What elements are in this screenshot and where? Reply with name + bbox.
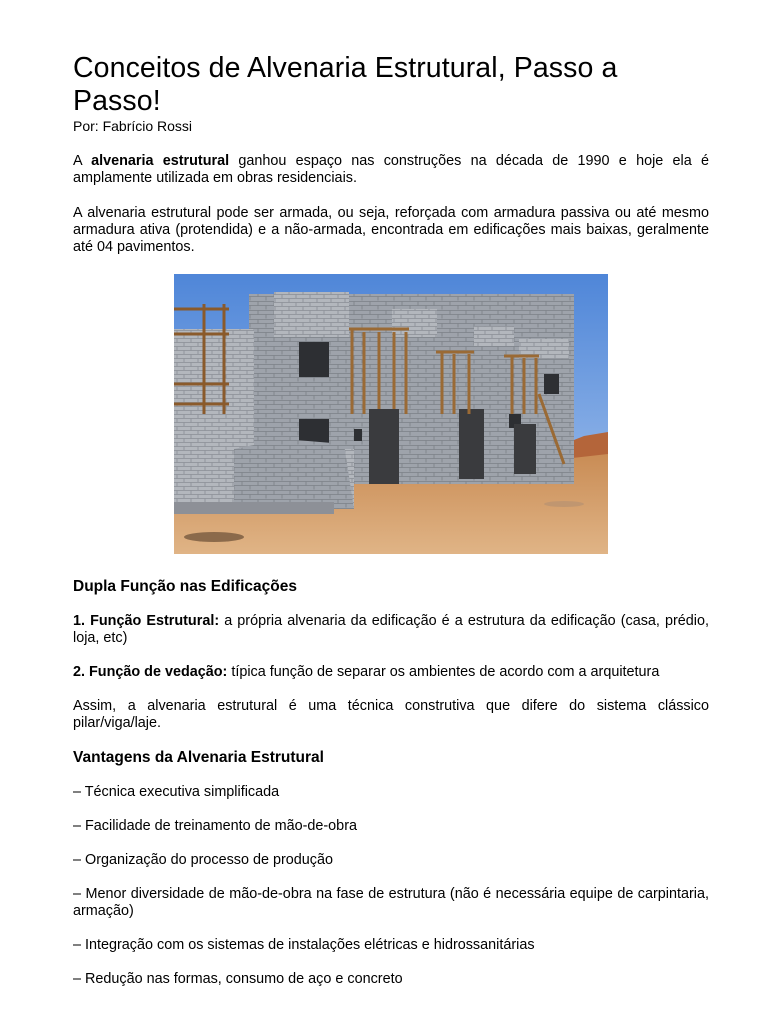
section-heading-vantagens: Vantagens da Alvenaria Estrutural: [73, 749, 324, 766]
funcao-estrutural-text: a própria alvenaria da edificação é a estrutura da edificação (casa, prédio, loja, etc): [73, 613, 709, 646]
advantages-list: [73, 784, 709, 988]
funcao-estrutural-label: 1. Função Estrutural:: [73, 613, 220, 629]
article-author: Por: Fabrício Rossi: [73, 118, 193, 134]
list-item: – Técnica executiva simplificada: [73, 784, 280, 800]
article: [73, 52, 709, 988]
funcao-estrutural-paragraph: [73, 613, 709, 647]
section-heading-dupla-funcao: Dupla Função nas Edificações: [73, 578, 297, 595]
funcao-vedacao-text: típica função de separar os ambientes de acordo com a arquitetura: [227, 664, 660, 680]
list-item: – Integração com os sistemas de instalações elétricas e hidrossanitárias: [73, 937, 535, 953]
intro-highlight: alvenaria estrutural: [91, 153, 230, 169]
list-item: – Redução nas formas, consumo de aço e concreto: [73, 971, 403, 987]
list-item: – Organização do processo de produção: [73, 852, 334, 868]
intro-paragraph: [73, 153, 709, 187]
intro-suffix: ganhou espaço nas construções na década de 1990 e hoje ela é amplamente utilizada em obras residenciais.: [73, 153, 709, 186]
article-title: Conceitos de Alvenaria Estrutural, Passo a Passo!: [73, 52, 618, 117]
types-paragraph: A alvenaria estrutural pode ser armada, ou seja, reforçada com armadura passiva ou até mesmo armadura ativa (protendida) e a não-armada, encontrada em edificações mais baixas, geralmente até 04 pavimentos.: [73, 205, 709, 255]
construction-photo: [174, 274, 608, 554]
list-item: – Facilidade de treinamento de mão-de-obra: [73, 818, 357, 834]
funcao-vedacao-label: 2. Função de vedação:: [73, 664, 228, 680]
summary-paragraph: Assim, a alvenaria estrutural é uma técnica construtiva que difere do sistema clássico pilar/viga/laje.: [73, 698, 709, 731]
funcao-vedacao-paragraph: [73, 664, 709, 681]
list-item: – Menor diversidade de mão-de-obra na fase de estrutura (não é necessária equipe de carpintaria, armação): [73, 886, 709, 919]
intro-prefix: A: [73, 153, 92, 169]
